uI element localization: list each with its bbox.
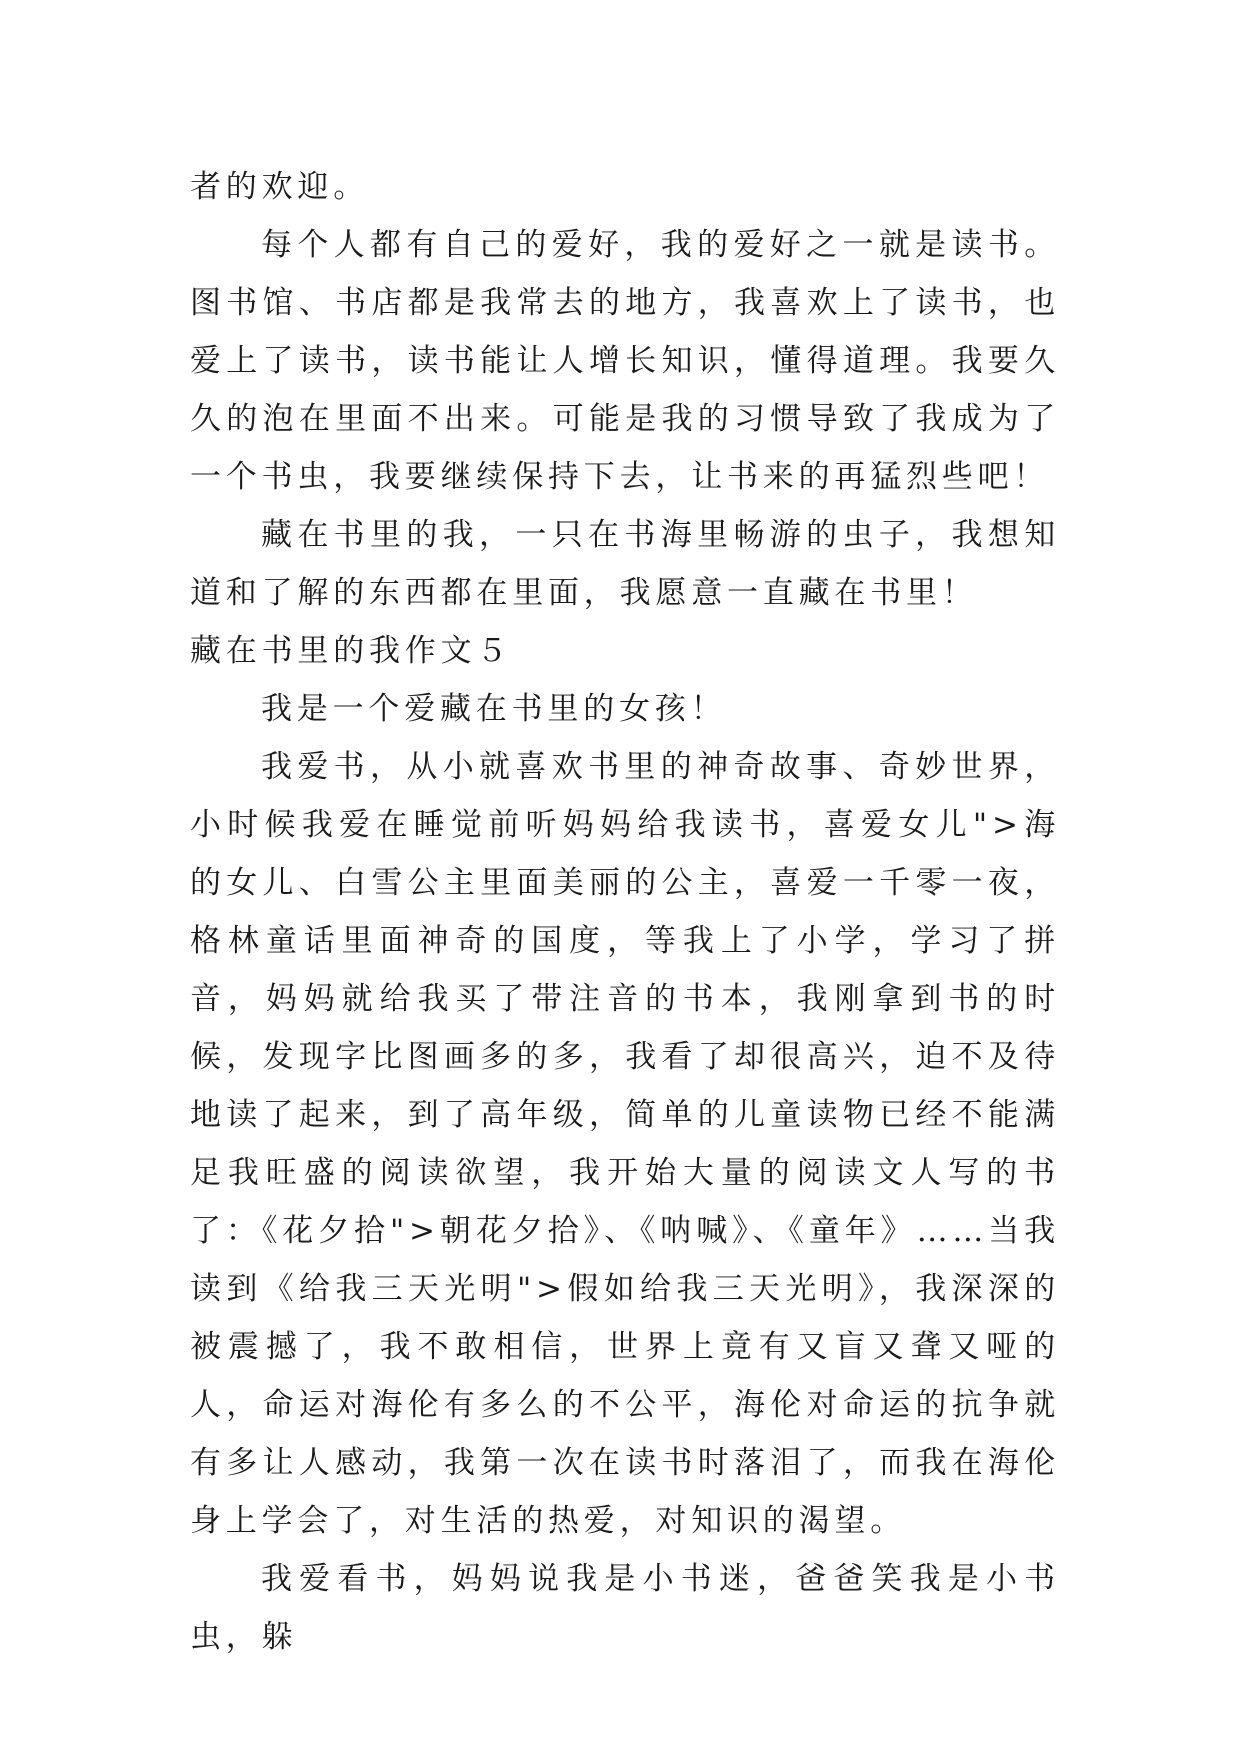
paragraph-intro-girl: 我是一个爱藏在书里的女孩！ [261, 691, 727, 727]
paragraph-bookworm: 我爱看书，妈妈说我是小书迷，爸爸笑我是小书虫，躲 [190, 1561, 1060, 1655]
paragraph-continuation: 者的欢迎。 [190, 169, 369, 205]
paragraph-hobby-reading: 每个人都有自己的爱好，我的爱好之一就是读书。图书馆、书店都是我常去的地方，我喜欢上了读书，也爱上了读书，读书能让人增长知识，懂得道理。我要久久的泡在里面不出来。可能是我的习惯导致了我成为了一个书虫，我要继续保持下去，让书来的再猛烈些吧！ [190, 227, 1060, 495]
paragraph-love-books: 我爱书，从小就喜欢书里的神奇故事、奇妙世界，小时候我爱在睡觉前听妈妈给我读书，喜爱女儿">海的女儿、白雪公主里面美丽的公主，喜爱一千零一夜，格林童话里面神奇的国度，等我上了小学，学习了拼音，妈妈就给我买了带注音的书本，我刚拿到书的时候，发现字比图画多的多，我看了却很高兴，迫不及待地读了起来，到了高年级，简单的儿童读物已经不能满足我旺盛的阅读欲望，我开始大量的阅读文人写的书了：《花夕拾">朝花夕拾》、《呐喊》、《童年》……当我读到《给我三天光明">假如给我三天光明》，我深深的被震撼了，我不敢相信，世界上竟有又盲又聋又哑的人，命运对海伦有多么的不公平，海伦对命运的抗争就有多让人感动，我第一次在读书时落泪了，而我在海伦身上学会了，对生活的热爱，对知识的渴望。 [190, 749, 1060, 1539]
document-body [190, 158, 1060, 1666]
essay-heading: 藏在书里的我作文５ [190, 633, 513, 669]
paragraph-hidden-in-books: 藏在书里的我，一只在书海里畅游的虫子，我想知道和了解的东西都在里面，我愿意一直藏在书里！ [190, 517, 1060, 611]
